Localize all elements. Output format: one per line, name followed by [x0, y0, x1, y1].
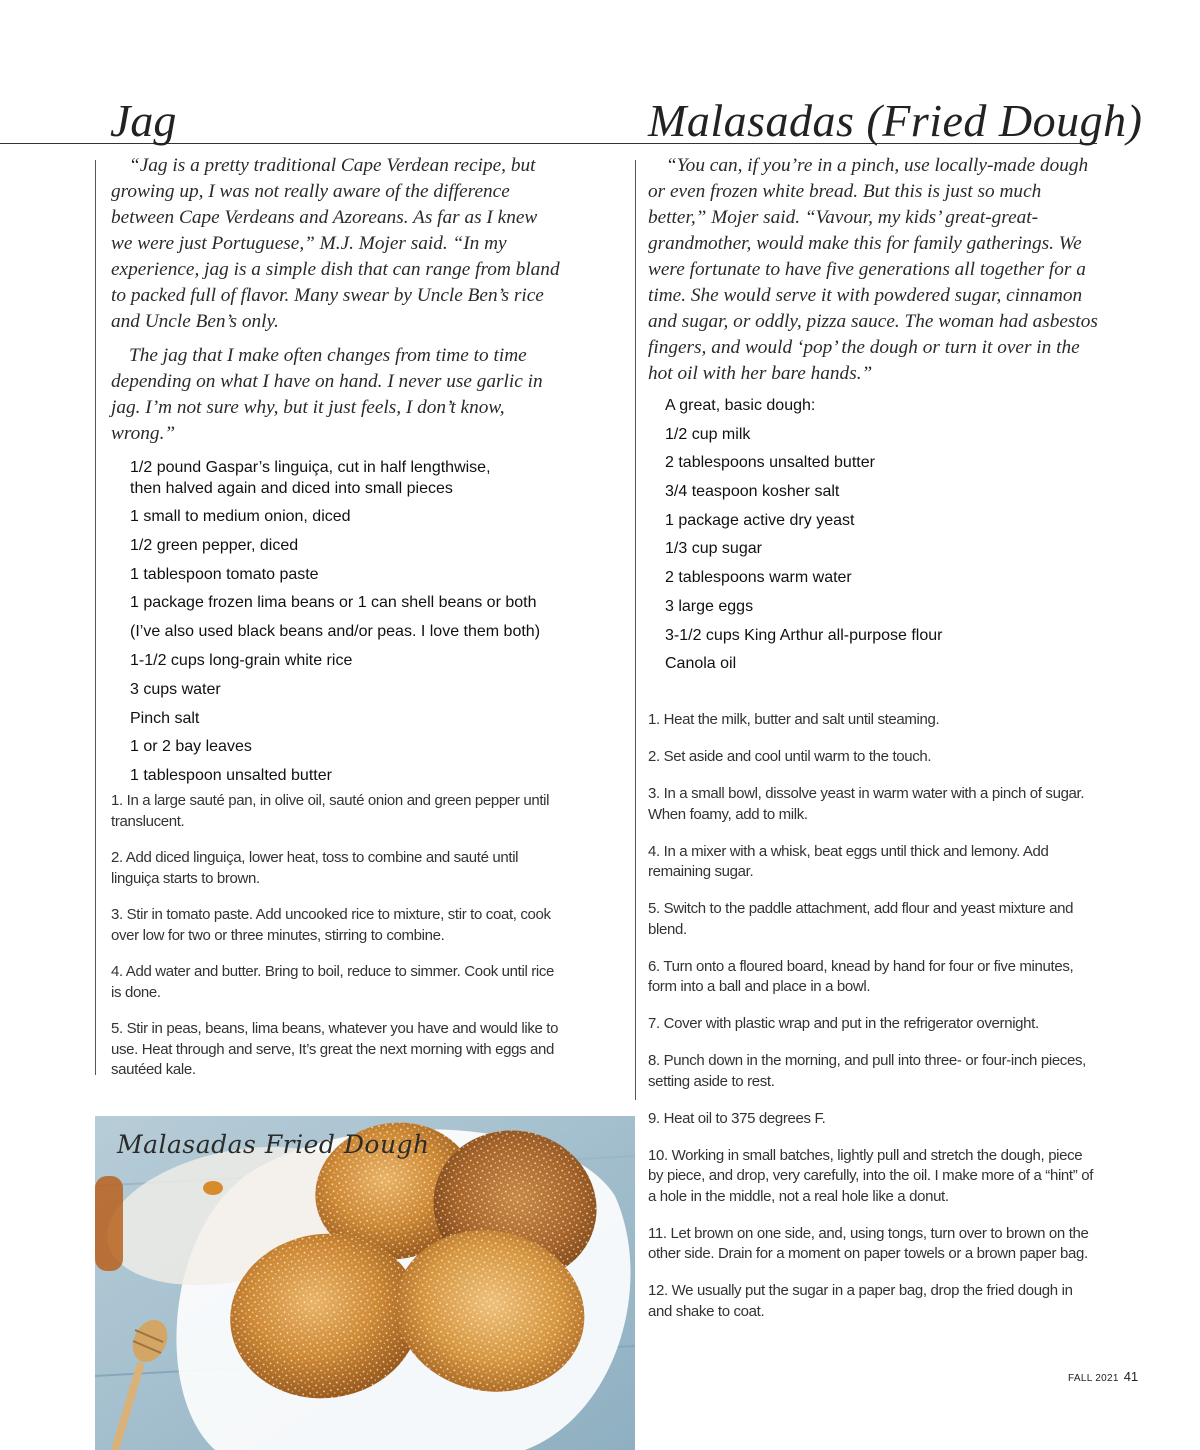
ingredient-item: 3-1/2 cups King Arthur all-purpose flour [665, 626, 943, 644]
jag-intro-paragraph: The jag that I make often changes from time to time depending on what I have on hand. I never use garlic in jag. I’m not sure why, but it just feels, I don’t know, wrong.” [111, 345, 543, 444]
jag-ingredients-list [130, 457, 600, 794]
step-item: 6. Turn onto a floured board, knead by hand for four or five minutes, form into a ball and place in a bowl. [648, 957, 1074, 995]
ingredient-item: 1-1/2 cups long-grain white rice [130, 651, 353, 669]
step-item: 3. Stir in tomato paste. Add uncooked rice to mixture, stir to coat, cook over low for two or three minutes, stirring to combine. [111, 906, 551, 944]
step-item: 12. We usually put the sugar in a paper bag, drop the fried dough in and shake to coat. [648, 1282, 1073, 1320]
photo-caption: Malasadas Fried Dough [117, 1130, 430, 1159]
page-footer [1068, 1368, 1138, 1386]
ingredient-item: 1 package frozen lima beans or 1 can shell beans or both [130, 594, 537, 612]
step-item: 4. Add water and butter. Bring to boil, reduce to simmer. Cook until rice is done. [111, 963, 555, 1001]
step-item: 7. Cover with plastic wrap and put in the refrigerator overnight. [648, 1015, 1039, 1032]
step-item: 10. Working in small batches, lightly pull and stretch the dough, piece by piece, and drop, very carefully, into the oil. I make more of a “hint” of a hole in the middle, not a real hole like a donut. [648, 1146, 1094, 1205]
ingredient-item: 1 small to medium onion, diced [130, 508, 351, 525]
step-item: 2. Add diced linguiça, lower heat, toss to combine and sauté until linguiça starts to brown. [111, 849, 519, 887]
ingredient-item: 2 tablespoons unsalted butter [665, 454, 875, 472]
ingredient-item: 1 package active dry yeast [665, 511, 855, 529]
ingredient-item: (I’ve also used black beans and/or peas. I love them both) [130, 623, 541, 641]
malasadas-intro [648, 153, 1098, 395]
ingredient-item: 1/2 pound Gaspar’s linguiça, cut in half lengthwise, then halved again and diced into small pieces [130, 459, 491, 497]
step-item: 4. In a mixer with a whisk, beat eggs until thick and lemony. Add remaining sugar. [648, 842, 1049, 880]
honey-jar [95, 1176, 123, 1271]
ingredient-item: 3 large eggs [665, 597, 754, 615]
ingredient-item: Canola oil [665, 655, 737, 673]
step-item: 3. In a small bowl, dissolve yeast in warm water with a pinch of sugar. When foamy, add to milk. [648, 785, 1085, 823]
malasadas-intro-paragraph: “You can, if you’re in a pinch, use locally-made dough or even frozen white bread. But this is just so much better,” Mojer said. “Vavour, my kids’ great-great-grandmother, would make this for family gatherings. We were fortunate to have five generations all together for a time. She would serve it with powdered sugar, cinnamon and sugar, or oddly, pizza sauce. The woman had asbestos fingers, and would ‘pop’ the dough or turn it over in the hot oil with her bare hands.” [648, 155, 1098, 384]
jag-steps-list [111, 791, 561, 1097]
step-item: 11. Let brown on one side, and, using tongs, turn over to brown on the other side. Drain for a moment on paper towels or a brown paper bag. [648, 1224, 1089, 1262]
malasadas-title: Malasadas (Fried Dough) [648, 95, 1143, 146]
page-number: 41 [1123, 1369, 1139, 1384]
step-item: 5. Stir in peas, beans, lima beans, whatever you have and would like to use. Heat through and serve, It’s great the next morning with eggs and sautéed kale. [111, 1020, 559, 1078]
step-item: 8. Punch down in the morning, and pull into three- or four-inch pieces, setting aside to rest. [648, 1052, 1086, 1090]
left-column-rule [95, 160, 96, 1075]
ingredient-item: 1/2 green pepper, diced [130, 536, 299, 554]
ingredient-item: Pinch salt [130, 709, 200, 727]
ingredient-item: 2 tablespoons warm water [665, 569, 852, 587]
ingredient-item: 1 tablespoon unsalted butter [130, 767, 332, 785]
jag-title: Jag [110, 95, 177, 146]
issue-label: FALL 2021 [1068, 1373, 1119, 1384]
step-item: 5. Switch to the paddle attachment, add flour and yeast mixture and blend. [648, 900, 1074, 938]
step-item: 1. Heat the milk, butter and salt until steaming. [648, 711, 940, 728]
ingredient-item: 1 tablespoon tomato paste [130, 565, 319, 583]
malasadas-photo [95, 1116, 635, 1450]
jag-intro [111, 153, 561, 455]
ingredient-item: 1/3 cup sugar [665, 540, 762, 558]
step-item: 2. Set aside and cool until warm to the touch. [648, 748, 932, 765]
ingredient-heading: A great, basic dough: [665, 397, 816, 414]
step-item: 9. Heat oil to 375 degrees F. [648, 1109, 826, 1127]
jag-intro-paragraph: “Jag is a pretty traditional Cape Verdean recipe, but growing up, I was not really aware of the difference between Cape Verdeans and Azoreans. As far as I knew we were just Portuguese,” M.J. Mojer said. “In my experience, jag is a simple dish that can range from bland to packed full of flavor. Many swear by Uncle Ben’s rice and Uncle Ben’s only. [111, 155, 560, 332]
malasadas-steps-list [648, 710, 1098, 1339]
dough-crumb [203, 1181, 223, 1195]
ingredient-item: 3/4 teaspoon kosher salt [665, 483, 840, 501]
center-column-rule [635, 160, 636, 1100]
ingredient-item: 1/2 cup milk [665, 425, 751, 443]
malasadas-photo-illustration [95, 1116, 635, 1450]
malasadas-ingredients-list [665, 395, 1085, 682]
ingredient-item: 1 or 2 bay leaves [130, 738, 252, 756]
ingredient-item: 3 cups water [130, 680, 221, 698]
step-item: 1. In a large sauté pan, in olive oil, sauté onion and green pepper until translucent. [111, 792, 550, 830]
